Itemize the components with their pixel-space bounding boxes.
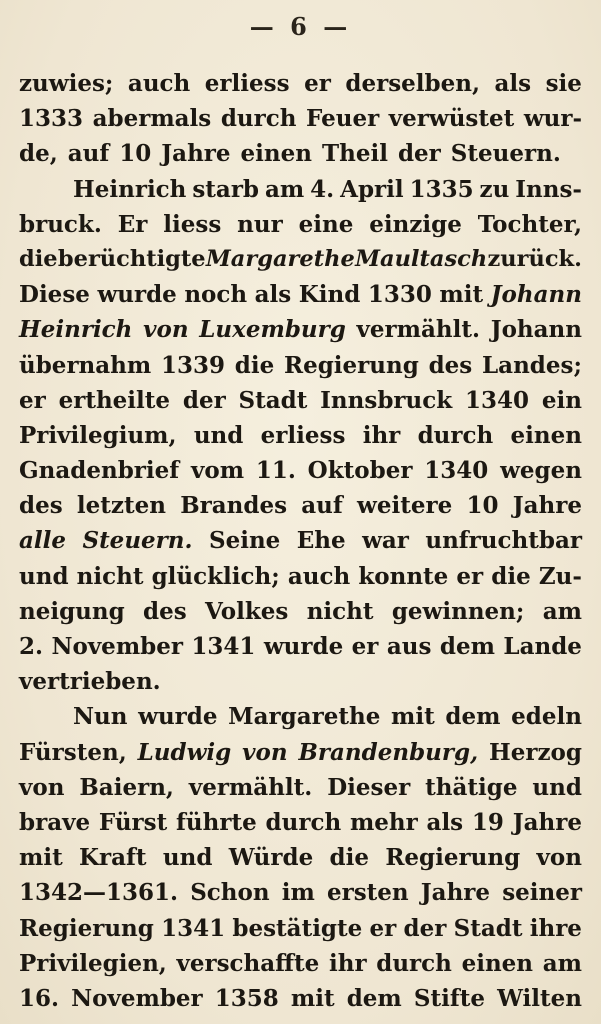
word: Tochter, [477, 210, 582, 238]
text-line [19, 981, 582, 1016]
word: brave [19, 808, 91, 836]
word: wegen [500, 457, 582, 485]
word: dem [445, 703, 501, 731]
word: wurde [138, 703, 218, 731]
word: gewinnen; [391, 597, 525, 625]
word: er [456, 562, 484, 590]
word: Zu- [538, 562, 582, 590]
word: Volkes [205, 597, 289, 625]
word: liess [163, 210, 222, 238]
word: Stifte [413, 984, 485, 1012]
word: erliess [204, 70, 290, 97]
text-line [19, 875, 582, 910]
word: 10 [119, 140, 152, 168]
word: Lande [503, 633, 582, 660]
word: abermals [92, 105, 212, 133]
word: aus [386, 633, 432, 660]
text-line [19, 488, 582, 523]
text-line [19, 242, 582, 277]
word: dem [346, 984, 402, 1012]
word: und [19, 562, 69, 590]
word: dem [439, 633, 495, 660]
word: nicht [306, 597, 374, 625]
emphasized-word: Steuern. [82, 527, 193, 555]
word: mehr [349, 808, 418, 836]
word: mit [19, 844, 63, 872]
word: Wilten [497, 984, 582, 1012]
word: zuwies; [19, 70, 114, 97]
word: 1341 [191, 633, 256, 660]
word: Regierung [283, 351, 419, 379]
word: ihr [362, 421, 401, 449]
word: ertheilte [58, 386, 171, 414]
word: erliess [260, 421, 346, 449]
text-line [19, 664, 582, 699]
word: ihr [329, 949, 367, 977]
word: einen [510, 421, 582, 449]
word: von [536, 844, 582, 872]
word: Jahre [420, 879, 491, 907]
word: als [254, 281, 292, 309]
word: 19 [471, 808, 504, 836]
word: seiner [502, 879, 582, 907]
word: einzige [369, 210, 462, 238]
text-line [19, 136, 582, 171]
word: einen [240, 140, 312, 168]
word: Herzog [489, 738, 582, 766]
emphasized-word: Johann [490, 281, 582, 309]
word: neigung [19, 597, 125, 625]
text-line [19, 418, 582, 453]
text-line [19, 312, 582, 347]
word: am [542, 949, 582, 977]
text-line [19, 66, 582, 101]
word: Fürst [98, 808, 168, 836]
word: Privilegium, [19, 421, 177, 449]
word: de, [19, 140, 58, 168]
word: sie [545, 70, 582, 97]
word: 1335 [409, 175, 474, 203]
emphasized-word: Brandenburg, [298, 738, 479, 766]
word: letzten [76, 492, 166, 520]
text-line [19, 383, 582, 418]
word: 1330 [367, 281, 432, 309]
text-line [19, 770, 582, 805]
word: die [234, 351, 275, 379]
text-line [19, 946, 582, 981]
word: mit [439, 281, 484, 309]
text-line [19, 594, 582, 629]
word: derselben, [345, 70, 480, 97]
emphasized-word: Margarethe [205, 245, 355, 272]
text-line [19, 735, 582, 770]
word: Baiern, [79, 773, 174, 801]
word: und [193, 421, 244, 449]
text-line [19, 277, 582, 312]
emphasized-word: von [143, 316, 189, 344]
word: starb [192, 175, 260, 203]
word: durch [265, 808, 342, 836]
text-line [19, 101, 582, 136]
word: am [542, 597, 582, 625]
word: Kraft [79, 844, 147, 872]
word: die [329, 844, 369, 872]
text-line [19, 911, 582, 946]
word: führte [176, 808, 257, 836]
emphasized-word: von [242, 738, 288, 766]
word: Regierung [19, 914, 154, 942]
word: die [491, 562, 531, 590]
word: er [304, 70, 331, 97]
word: der [403, 914, 447, 942]
word: Inns- [515, 175, 582, 203]
word: ein [541, 386, 582, 414]
word: November [51, 633, 183, 660]
text-line [19, 840, 582, 875]
word: Nun [73, 703, 128, 731]
word: Theil [322, 140, 388, 168]
word: ihre [529, 914, 582, 942]
word: weitere [357, 492, 453, 520]
text-line [19, 172, 582, 207]
text-line [19, 207, 582, 242]
word: auch [287, 562, 351, 590]
word: Jahre [161, 140, 231, 168]
word: 16. [19, 984, 60, 1012]
word: 1358 [214, 984, 279, 1012]
word: der [182, 386, 226, 414]
word: auch [127, 70, 191, 97]
word: Jahre [512, 492, 582, 520]
word: verschaffte [176, 949, 320, 977]
word: vom [190, 457, 245, 485]
word: Gnadenbrief [19, 457, 180, 485]
word: zurück. [487, 245, 582, 272]
word: Ehe [296, 527, 346, 555]
word: als [426, 808, 464, 836]
word: übernahm [19, 351, 152, 379]
word: Schon [190, 879, 270, 907]
word: 1342—1361. [19, 879, 179, 907]
word: glücklich; [151, 562, 280, 590]
word: im [281, 879, 315, 907]
word: er [351, 633, 379, 660]
word: und [162, 844, 213, 872]
word: Landes; [482, 351, 582, 379]
word: durch [220, 105, 297, 133]
word: Brandes [180, 492, 288, 520]
word: Jahre [512, 808, 582, 836]
word: Stadt [453, 914, 523, 942]
word: Kind [298, 281, 361, 309]
word: die [19, 245, 58, 272]
word: 1340 [465, 386, 530, 414]
word: durch [417, 421, 494, 449]
word: nur [237, 210, 283, 238]
word: 10 [466, 492, 499, 520]
word: Margarethe [228, 703, 381, 731]
word: zu [479, 175, 510, 203]
word: 1341 [161, 914, 226, 942]
word: ersten [326, 879, 409, 907]
page-number: — 6 — [249, 12, 352, 41]
word: Steuern. [450, 140, 561, 168]
word: Dieser [327, 773, 411, 801]
word: mit [290, 984, 335, 1012]
text-line [19, 559, 582, 594]
word: Seine [208, 527, 281, 555]
word: konnte [358, 562, 449, 590]
word: 4. [310, 175, 335, 203]
emphasized-word: Ludwig [137, 738, 232, 766]
word: auf [301, 492, 343, 520]
word: vermählt. [188, 773, 313, 801]
word: Privilegien, [19, 949, 167, 977]
word: eine [298, 210, 354, 238]
word: Er [117, 210, 148, 238]
word: 1339 [161, 351, 226, 379]
word: von [19, 773, 65, 801]
word: Innsbruck [320, 386, 453, 414]
word: 11. [255, 457, 296, 485]
word: November [71, 984, 203, 1012]
word: verwüstet [388, 105, 515, 133]
page-text [19, 66, 582, 1016]
word: des [143, 597, 187, 625]
word: vermählt. [356, 316, 480, 344]
word: wurde [97, 281, 177, 309]
word: noch [184, 281, 248, 309]
word: er [19, 386, 46, 414]
word: Oktober [307, 457, 413, 485]
word: wurde [263, 633, 344, 660]
word: Johann [490, 316, 582, 344]
word: auf [67, 140, 110, 168]
word: vertrieben. [19, 668, 161, 696]
word: Feuer [306, 105, 380, 133]
text-line [19, 699, 582, 734]
emphasized-word: Heinrich [19, 316, 133, 344]
word: berüchtigte [57, 245, 206, 272]
word: Würde [228, 844, 314, 872]
word: durch [376, 949, 452, 977]
word: war [362, 527, 409, 555]
emphasized-word: Maultasch [355, 245, 488, 272]
word: thätige [425, 773, 518, 801]
word: Regierung [385, 844, 521, 872]
word: bestätigte [232, 914, 363, 942]
word: April [340, 175, 404, 203]
emphasized-word: alle [19, 527, 67, 555]
word: 2. [19, 633, 44, 660]
word: edeln [511, 703, 582, 731]
emphasized-word: Luxemburg [199, 316, 346, 344]
word: des [19, 492, 63, 520]
word: Stadt [238, 386, 308, 414]
word: einen [461, 949, 534, 977]
word: 1333 [19, 105, 84, 133]
text-line [19, 348, 582, 383]
word: als [494, 70, 532, 97]
word: wur- [523, 105, 582, 133]
text-line [19, 453, 582, 488]
word: unfruchtbar [425, 527, 582, 555]
word: 1340 [424, 457, 489, 485]
word: am [264, 175, 305, 203]
word: bruck. [19, 210, 102, 238]
word: nicht [76, 562, 144, 590]
word: Diese [19, 281, 90, 309]
word: Fürsten, [19, 738, 127, 766]
word: der [397, 140, 441, 168]
word: des [428, 351, 473, 379]
word: er [369, 914, 397, 942]
text-line [19, 629, 582, 664]
text-line [19, 805, 582, 840]
word: Heinrich [73, 175, 187, 203]
word: mit [391, 703, 435, 731]
word: und [532, 773, 582, 801]
text-line [19, 523, 582, 558]
